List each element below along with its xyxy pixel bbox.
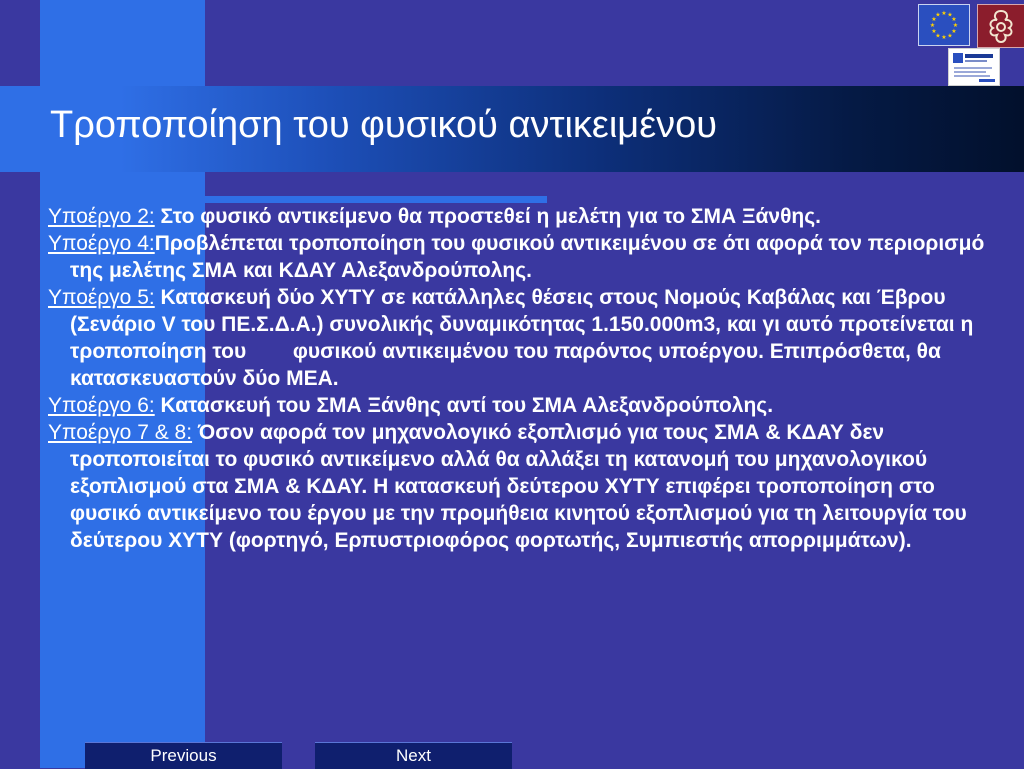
subproject-item: [48, 203, 1008, 230]
slide-title: Τροποποίηση του φυσικού αντικειμένου: [50, 104, 718, 146]
svg-text:★: ★: [929, 22, 936, 29]
subproject-item: [48, 284, 1008, 392]
subproject-text: Κατασκευή του ΣΜΑ Ξάνθης αντί του ΣΜΑ Αλεξανδρούπολης.: [154, 394, 774, 417]
svg-text:★: ★: [931, 16, 937, 23]
svg-text:★: ★: [951, 16, 957, 23]
subproject-link[interactable]: Υποέργο 7 & 8:: [48, 421, 193, 444]
subproject-text: Όσον αφορά τον μηχανολογικό εξοπλισμό για τους ΣΜΑ & ΚΔΑΥ δεν τροποποιείται το φυσικό αντικείμενο αλλά θα αλλάξει τη κατανομή του μηχανολογικού εξοπλισμού στα ΣΜΑ & ΚΔΑΥ. Η κατασκευή δεύτερου ΧΥΤΥ επιφέρει τροποποίηση στο φυσικό αντικείμενο του έργου με την προμήθεια κινητού εξοπλισμού για τη λειτουργία του δεύτερου ΧΥΤΥ (φορτηγό, Ερπυστριοφόρος φορτωτής, Συμπιεστής απορριμμάτων).: [70, 421, 967, 552]
subproject-link[interactable]: Υποέργο 5:: [48, 286, 155, 309]
eu-flag-icon: [918, 4, 970, 46]
subproject-item: [48, 392, 1008, 419]
previous-button[interactable]: Previous: [85, 742, 282, 769]
svg-text:★: ★: [952, 22, 959, 29]
subproject-item: [48, 419, 1008, 554]
subproject-link[interactable]: Υποέργο 6:: [48, 394, 155, 417]
svg-text:★: ★: [951, 28, 957, 35]
svg-text:★: ★: [947, 32, 953, 40]
svg-text:★: ★: [935, 32, 941, 40]
subproject-item: [48, 230, 1008, 284]
subproject-link[interactable]: Υποέργο 4:: [48, 232, 155, 255]
subproject-text: Στο φυσικό αντικείμενο θα προστεθεί η μελέτη για το ΣΜΑ Ξάνθης.: [154, 205, 822, 228]
svg-text:★: ★: [947, 11, 953, 19]
svg-text:★: ★: [931, 28, 937, 35]
regional-seal-icon: [977, 4, 1024, 48]
slide-content: [48, 203, 1008, 554]
svg-text:★: ★: [941, 10, 947, 17]
title-underline: [40, 196, 547, 203]
next-button[interactable]: Next: [315, 742, 512, 769]
subproject-text: Προβλέπεται τροποποίηση του φυσικού αντικειμένου σε ότι αφορά τον περιορισμό της μελέτης ΣΜΑ και ΚΔΑΥ Αλεξανδρούπολης.: [70, 232, 985, 282]
svg-text:★: ★: [935, 11, 941, 19]
subproject-text: Κατασκευή δύο ΧΥΤΥ σε κατάλληλες θέσεις στους Νομούς Καβάλας και Έβρου (Σενάριο V του ΠΕ.Σ.Δ.Α.) συνολικής δυναμικότητας 1.150.000m3, και γι αυτό προτείνεται η τροποποίηση του φυσικού αντικειμένου του παρόντος υποέργου. Επιπρόσθετα, θα κατασκευαστούν δύο ΜΕΑ.: [70, 286, 980, 390]
svg-text:★: ★: [941, 34, 947, 41]
programme-logo-icon: [948, 48, 1000, 86]
subproject-link[interactable]: Υποέργο 2:: [48, 205, 155, 228]
